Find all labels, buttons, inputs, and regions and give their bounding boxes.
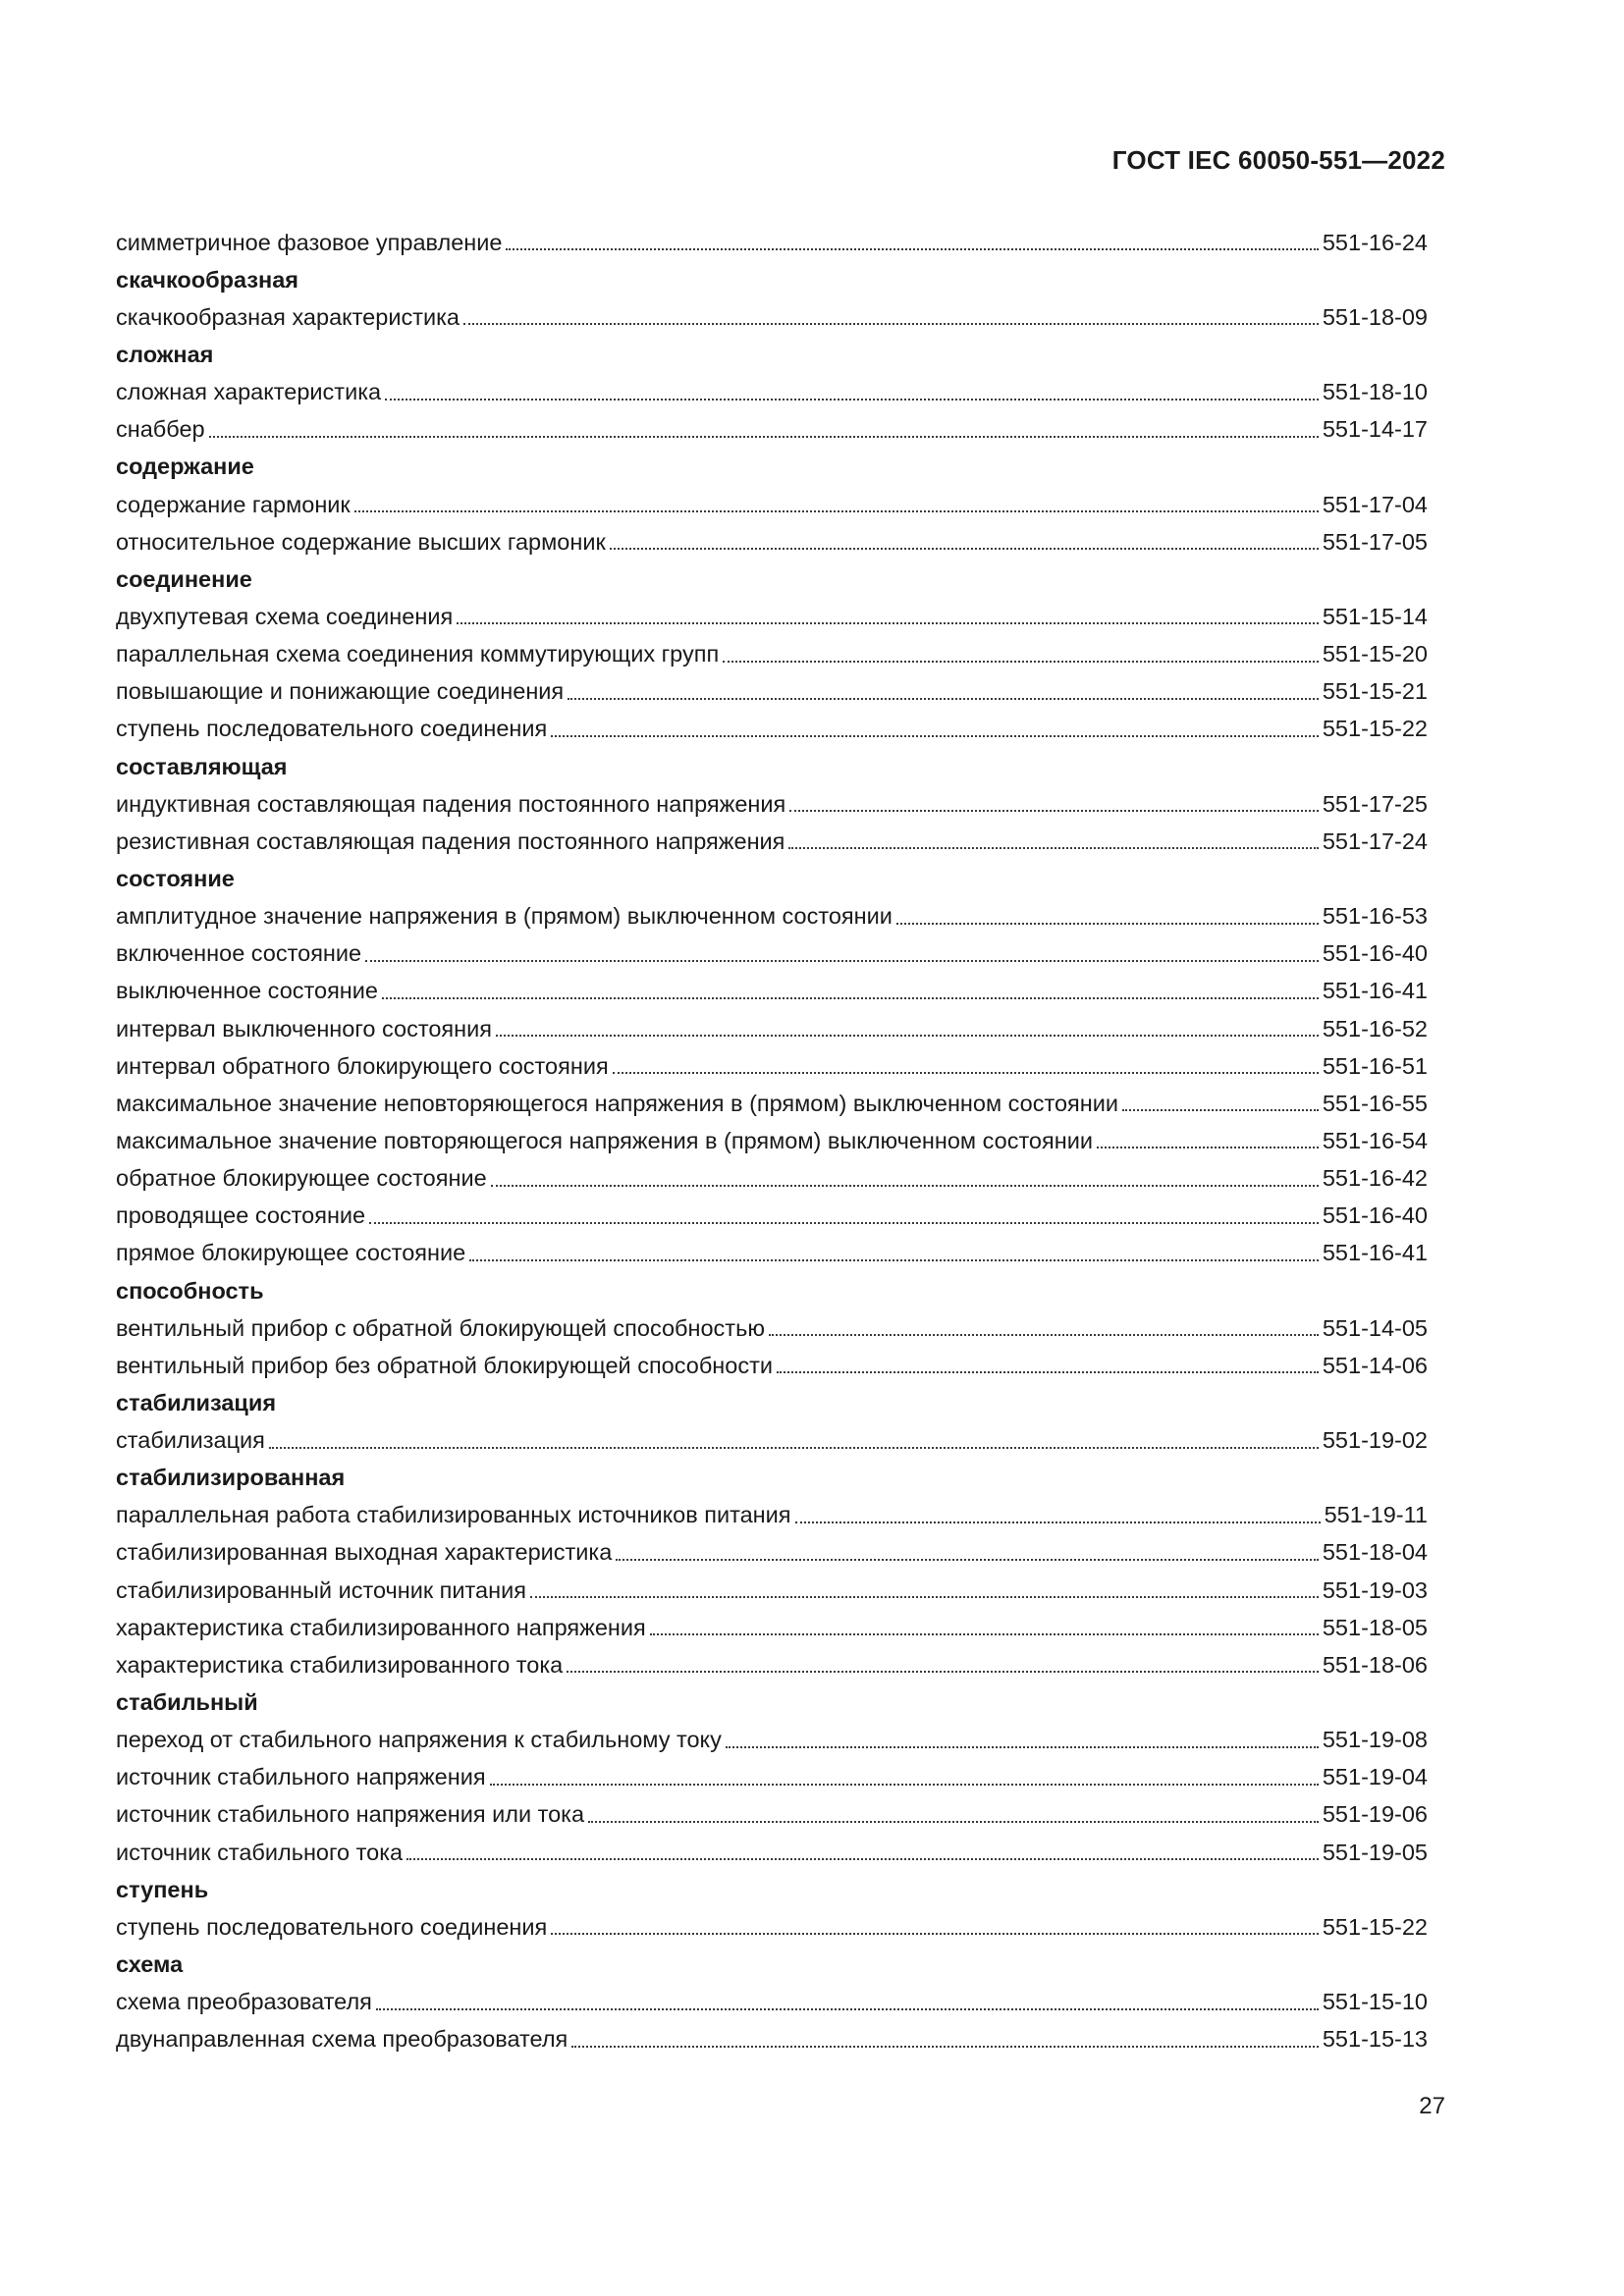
dot-leader	[551, 718, 1319, 741]
dot-leader	[777, 1354, 1319, 1377]
index-reference-number: 551-19-06	[1322, 1801, 1428, 1828]
index-entry	[116, 1497, 1428, 1534]
index-reference-number: 551-16-42	[1322, 1165, 1428, 1192]
index-reference-number: 551-14-17	[1322, 416, 1428, 443]
index-term: стабилизированная выходная характеристика	[116, 1539, 613, 1566]
index-entry	[116, 711, 1428, 748]
index-reference-number: 551-18-04	[1322, 1539, 1428, 1566]
dot-leader	[209, 418, 1319, 442]
dot-leader	[463, 305, 1319, 329]
index-term: источник стабильного напряжения или тока	[116, 1801, 585, 1828]
index-term: вентильный прибор без обратной блокирующей способности	[116, 1352, 773, 1378]
index-entry	[116, 2021, 1428, 2058]
dot-leader	[369, 1204, 1319, 1228]
dot-leader	[491, 1167, 1319, 1191]
index-reference-number: 551-17-24	[1322, 828, 1428, 854]
index-reference-number: 551-16-55	[1322, 1090, 1428, 1116]
index-entry	[116, 673, 1428, 711]
index-entry	[116, 1235, 1428, 1272]
dot-leader	[469, 1242, 1319, 1265]
index-entry	[116, 1834, 1428, 1871]
dot-leader	[496, 1017, 1319, 1041]
index-reference-number: 551-15-22	[1322, 1913, 1428, 1940]
dot-leader	[789, 792, 1319, 816]
index-entry	[116, 523, 1428, 561]
dot-leader	[457, 605, 1319, 628]
index-entry	[116, 973, 1428, 1010]
index-term: ступень последовательного соединения	[116, 1913, 548, 1940]
index-entry	[116, 598, 1428, 635]
index-term: стабилизированный источник питания	[116, 1576, 526, 1603]
index-entry	[116, 935, 1428, 973]
index-reference-number: 551-15-10	[1322, 1989, 1428, 2015]
dot-leader	[385, 381, 1319, 404]
dot-leader	[613, 1054, 1319, 1078]
dot-leader	[616, 1541, 1319, 1565]
index-term: сложная характеристика	[116, 379, 382, 405]
index-term: относительное содержание высших гармоник	[116, 528, 606, 555]
dot-leader	[1122, 1092, 1319, 1115]
index-reference-number: 551-15-13	[1322, 2026, 1428, 2053]
dot-leader	[354, 493, 1319, 516]
index-term: прямое блокирующее состояние	[116, 1240, 466, 1266]
dot-leader	[795, 1504, 1321, 1527]
alphabetical-index	[116, 224, 1428, 2058]
index-reference-number: 551-16-41	[1322, 978, 1428, 1004]
dot-leader	[365, 942, 1319, 966]
index-heading: состояние	[116, 865, 235, 891]
index-reference-number: 551-16-54	[1322, 1127, 1428, 1153]
index-entry	[116, 1646, 1428, 1683]
dot-leader	[788, 829, 1318, 853]
dot-leader	[896, 905, 1319, 929]
index-entry	[116, 1047, 1428, 1085]
dot-leader	[382, 980, 1319, 1003]
index-entry	[116, 1422, 1428, 1460]
index-entry	[116, 1722, 1428, 1759]
index-entry	[116, 1572, 1428, 1609]
index-term: схема преобразователя	[116, 1989, 372, 2015]
index-reference-number: 551-15-20	[1322, 641, 1428, 667]
dot-leader	[723, 643, 1319, 667]
index-entry	[116, 1534, 1428, 1572]
index-reference-number: 551-18-05	[1322, 1614, 1428, 1640]
dot-leader	[530, 1578, 1319, 1602]
index-entry	[116, 636, 1428, 673]
index-heading: сложная	[116, 341, 214, 367]
index-reference-number: 551-19-04	[1322, 1764, 1428, 1790]
index-reference-number: 551-18-10	[1322, 379, 1428, 405]
dot-leader	[269, 1429, 1319, 1453]
index-reference-number: 551-19-05	[1322, 1839, 1428, 1865]
index-term: интервал выключенного состояния	[116, 1015, 492, 1041]
dot-leader	[406, 1841, 1319, 1864]
dot-leader	[551, 1915, 1319, 1939]
index-entry	[116, 785, 1428, 823]
index-term: вентильный прибор с обратной блокирующей способностью	[116, 1314, 765, 1341]
dot-leader	[567, 1653, 1319, 1677]
dot-leader	[726, 1729, 1319, 1752]
index-entry	[116, 1309, 1428, 1347]
dot-leader	[610, 530, 1319, 554]
index-entry	[116, 486, 1428, 523]
index-term: снаббер	[116, 416, 205, 443]
dot-leader	[571, 2028, 1319, 2052]
index-heading: составляющая	[116, 753, 288, 779]
index-term: параллельная работа стабилизированных источников питания	[116, 1502, 791, 1528]
index-reference-number: 551-16-24	[1322, 229, 1428, 255]
index-reference-number: 551-19-03	[1322, 1576, 1428, 1603]
index-term: амплитудное значение напряжения в (прямом) выключенном состоянии	[116, 903, 893, 930]
index-reference-number: 551-15-21	[1322, 678, 1428, 705]
index-entry	[116, 1010, 1428, 1047]
index-term: стабилизация	[116, 1427, 265, 1454]
dot-leader	[490, 1766, 1319, 1789]
index-heading: соединение	[116, 565, 252, 592]
index-entry	[116, 1122, 1428, 1159]
index-entry	[116, 1160, 1428, 1198]
index-entry	[116, 224, 1428, 261]
dot-leader	[1097, 1129, 1319, 1152]
index-reference-number: 551-16-41	[1322, 1240, 1428, 1266]
index-reference-number: 551-17-25	[1322, 790, 1428, 817]
index-entry	[116, 411, 1428, 449]
index-term: выключенное состояние	[116, 978, 378, 1004]
index-reference-number: 551-19-11	[1324, 1502, 1428, 1528]
index-term: повышающие и понижающие соединения	[116, 678, 565, 705]
index-term: содержание гармоник	[116, 491, 351, 517]
index-reference-number: 551-18-06	[1322, 1651, 1428, 1678]
index-entry	[116, 1796, 1428, 1834]
index-term: характеристика стабилизированного тока	[116, 1651, 564, 1678]
index-heading: стабильный	[116, 1689, 258, 1716]
index-term: переход от стабильного напряжения к стабильному току	[116, 1727, 722, 1753]
index-entry	[116, 1347, 1428, 1384]
index-reference-number: 551-17-05	[1322, 528, 1428, 555]
index-entry	[116, 1085, 1428, 1122]
index-term: проводящее состояние	[116, 1202, 366, 1229]
dot-leader	[506, 231, 1318, 254]
document-header: ГОСТ IEC 60050-551—2022	[1111, 145, 1445, 175]
index-heading: стабилизированная	[116, 1465, 346, 1491]
index-term: скачкообразная характеристика	[116, 303, 460, 330]
index-reference-number: 551-14-06	[1322, 1352, 1428, 1378]
index-entry	[116, 1198, 1428, 1235]
index-term: максимальное значение неповторяющегося напряжения в (прямом) выключенном состоянии	[116, 1090, 1119, 1116]
index-heading: содержание	[116, 454, 254, 480]
index-term: источник стабильного напряжения	[116, 1764, 486, 1790]
index-term: включенное состояние	[116, 940, 362, 967]
index-reference-number: 551-19-08	[1322, 1727, 1428, 1753]
index-heading: способность	[116, 1277, 264, 1304]
index-term: симметричное фазовое управление	[116, 229, 503, 255]
index-term: интервал обратного блокирующего состояния	[116, 1052, 609, 1079]
index-reference-number: 551-19-02	[1322, 1427, 1428, 1454]
dot-leader	[588, 1803, 1319, 1827]
dot-leader	[650, 1616, 1319, 1639]
index-term: резистивная составляющая падения постоянного напряжения	[116, 828, 785, 854]
index-reference-number: 551-17-04	[1322, 491, 1428, 517]
index-entry	[116, 898, 1428, 935]
index-entry	[116, 1984, 1428, 2021]
index-reference-number: 551-18-09	[1322, 303, 1428, 330]
index-entry	[116, 823, 1428, 860]
index-term: характеристика стабилизированного напряжения	[116, 1614, 646, 1640]
index-term: двухпутевая схема соединения	[116, 603, 454, 629]
index-term: источник стабильного тока	[116, 1839, 404, 1865]
dot-leader	[376, 1991, 1319, 2014]
index-term: ступень последовательного соединения	[116, 716, 548, 742]
index-reference-number: 551-16-40	[1322, 940, 1428, 967]
index-heading: стабилизация	[116, 1389, 277, 1415]
index-reference-number: 551-16-51	[1322, 1052, 1428, 1079]
index-entry	[116, 298, 1428, 336]
index-term: двунаправленная схема преобразователя	[116, 2026, 568, 2053]
index-term: обратное блокирующее состояние	[116, 1165, 487, 1192]
dot-leader	[568, 680, 1319, 704]
index-entry	[116, 1908, 1428, 1946]
index-entry	[116, 1759, 1428, 1796]
index-heading: скачкообразная	[116, 266, 299, 293]
index-heading: схема	[116, 1951, 184, 1978]
index-reference-number: 551-16-53	[1322, 903, 1428, 930]
dot-leader	[769, 1316, 1319, 1340]
index-term: индуктивная составляющая падения постоянного напряжения	[116, 790, 786, 817]
index-reference-number: 551-15-14	[1322, 603, 1428, 629]
index-reference-number: 551-16-52	[1322, 1015, 1428, 1041]
index-reference-number: 551-14-05	[1322, 1314, 1428, 1341]
page-number: 27	[1419, 2093, 1445, 2119]
index-term: максимальное значение повторяющегося напряжения в (прямом) выключенном состоянии	[116, 1127, 1093, 1153]
index-reference-number: 551-16-40	[1322, 1202, 1428, 1229]
index-term: параллельная схема соединения коммутирующих групп	[116, 641, 720, 667]
index-heading: ступень	[116, 1876, 209, 1902]
index-reference-number: 551-15-22	[1322, 716, 1428, 742]
index-entry	[116, 1609, 1428, 1646]
index-entry	[116, 374, 1428, 411]
